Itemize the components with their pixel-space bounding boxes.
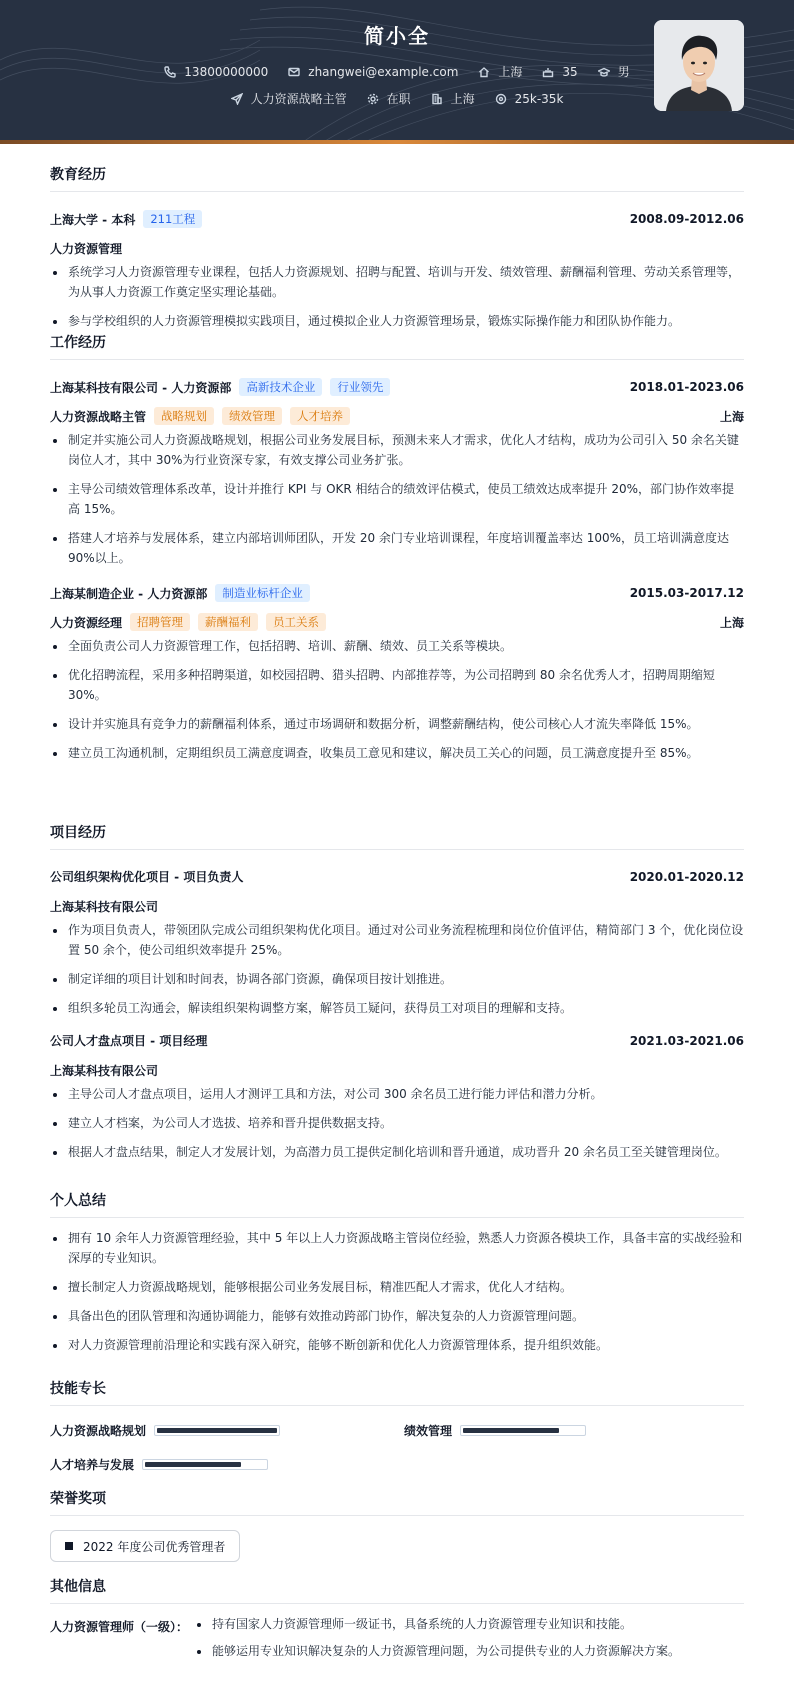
send-icon (231, 93, 243, 105)
job-target-text: 人力资源战略主管 (250, 92, 347, 106)
job-position-row (50, 407, 744, 425)
company-tag: 行业领先 (330, 378, 390, 396)
skill-name: 人力资源战略规划 (50, 1424, 147, 1438)
job-entry-head (50, 584, 744, 602)
skills-section (50, 1378, 744, 1472)
other-section (50, 1576, 744, 1658)
school-tag: 211工程 (143, 210, 202, 228)
position-title: 人力资源战略主管 (50, 409, 147, 424)
age-item (542, 65, 577, 79)
job-city: 上海 (719, 615, 744, 630)
position-title: 人力资源经理 (50, 615, 123, 630)
list-item: 能够运用专业知识解决复杂的人力资源管理问题，为公司提供专业的人力资源解决方案。 (194, 1641, 744, 1661)
email-text: zhangwei@example.com (308, 64, 459, 79)
list-item: 主导公司绩效管理体系改革，设计并推行 KPI 与 OKR 相结合的绩效评估模式，使员工绩效达成率提升 20%，部门协作效率提高 15%。 (50, 479, 744, 519)
list-item: 主导公司人才盘点项目，运用人才测评工具和方法，对公司 300 余名员工进行能力评估和潜力分析。 (50, 1084, 744, 1104)
section-title: 项目经历 (50, 825, 106, 841)
coin-icon (495, 93, 507, 105)
list-item: 拥有 10 余年人力资源管理经验，其中 5 年以上人力资源战略主管岗位经验，熟悉人力资源各模块工作，具备丰富的实战经验和深厚的专业知识。 (50, 1228, 744, 1268)
cake-icon (542, 66, 554, 78)
job-target-item (231, 90, 347, 107)
list-item: 持有国家人力资源管理师一级证书，具备系统的人力资源管理专业知识和技能。 (194, 1614, 744, 1634)
section-divider (50, 1405, 744, 1406)
skill-item (404, 1422, 586, 1439)
header-accent-bar (0, 140, 794, 144)
project-bullets (50, 920, 744, 1027)
age-text: 35 (562, 64, 578, 79)
target-city-text: 上海 (450, 92, 475, 106)
gender-item (598, 63, 630, 80)
job-bullets (50, 636, 744, 772)
phone-icon (164, 66, 176, 78)
section-divider (50, 1217, 744, 1218)
list-item: 设计并实施具有竞争力的薪酬福利体系，通过市场调研和数据分析，调整薪酬结构，使公司核心人才流失率降低 15%。 (50, 714, 744, 734)
skill-level-fill (145, 1462, 241, 1467)
certificate-label: 人力资源管理师（一级）： (50, 1620, 189, 1634)
section-title: 荣誉奖项 (50, 1491, 106, 1507)
project-entry-head (50, 868, 744, 885)
section-title: 个人总结 (50, 1193, 106, 1209)
location-item (478, 63, 522, 80)
company-tag: 制造业标杆企业 (215, 584, 310, 602)
skill-tag: 员工关系 (266, 613, 326, 631)
skill-level-bar (154, 1425, 280, 1436)
list-item: 制定并实施公司人力资源战略规划，根据公司业务发展目标，预测未来人才需求，优化人才结构，成功为公司引入 50 余名关键岗位人才，其中 30%为行业资深专家，有效支撑公司业务扩张。 (50, 430, 744, 470)
avatar (654, 20, 744, 111)
skill-tag: 绩效管理 (222, 407, 282, 425)
mail-icon (288, 66, 300, 78)
skill-name: 绩效管理 (404, 1424, 453, 1438)
job-bullets (50, 430, 744, 577)
skill-tag: 人才培养 (290, 407, 350, 425)
position-with-skills (50, 407, 350, 425)
section-title: 工作经历 (50, 335, 106, 351)
skill-tag: 招聘管理 (130, 613, 190, 631)
project-section (50, 822, 744, 1159)
position-with-skills (50, 613, 326, 631)
list-item: 具备出色的团队管理和沟通协调能力，能够有效推动跨部门协作，解决复杂的人力资源管理问题。 (50, 1306, 744, 1326)
job-date: 2015.03-2017.12 (629, 586, 744, 600)
candidate-name: 简小全 (364, 24, 430, 48)
job-city: 上海 (719, 409, 744, 424)
list-item: 对人力资源管理前沿理论和实践有深入研究，能够不断创新和优化人力资源管理体系，提升组织效能。 (50, 1335, 744, 1355)
summary-bullets (50, 1228, 744, 1364)
list-item: 制定详细的项目计划和时间表，协调各部门资源，确保项目按计划推进。 (50, 969, 744, 989)
awards-section (50, 1488, 744, 1554)
home-icon (478, 66, 490, 78)
list-item: 擅长制定人力资源战略规划，能够根据公司业务发展目标，精准匹配人才需求，优化人才结构。 (50, 1277, 744, 1297)
job-position-row (50, 613, 744, 631)
list-item: 组织多轮员工沟通会，解读组织架构调整方案，解答员工疑问，获得员工对项目的理解和支持。 (50, 998, 744, 1018)
skill-item (50, 1422, 280, 1439)
settings-icon (367, 93, 379, 105)
section-title: 技能专长 (50, 1381, 106, 1397)
skill-level-bar (460, 1425, 586, 1436)
job-date: 2018.01-2023.06 (629, 380, 744, 394)
project-company (50, 1062, 744, 1079)
job-company-row (50, 378, 390, 396)
education-school-row (50, 210, 202, 228)
company-name: 上海某科技有限公司 - 人力资源部 (50, 380, 232, 395)
phone-text: 13800000000 (184, 64, 269, 79)
project-company (50, 898, 744, 915)
project-company-text: 上海某科技有限公司 (50, 1064, 159, 1078)
education-date: 2008.09-2012.06 (629, 212, 744, 226)
job-entry-head (50, 378, 744, 396)
project-name: 公司组织架构优化项目 - 项目负责人 (50, 870, 244, 884)
list-item: 根据人才盘点结果，制定人才发展计划，为高潜力员工提供定制化培训和晋升通道，成功晋升 20 余名员工至关键管理岗位。 (50, 1142, 744, 1162)
certificate-bullets (194, 1614, 744, 1668)
target-city-item (431, 90, 475, 107)
project-entry-head (50, 1032, 744, 1049)
project-date: 2021.03-2021.06 (629, 1033, 744, 1048)
resume-header (0, 0, 794, 144)
skill-level-fill (157, 1428, 277, 1433)
status-text: 在职 (386, 92, 411, 106)
project-bullets (50, 1084, 744, 1171)
section-divider (50, 849, 744, 850)
school-name: 上海大学 - 本科 (50, 212, 136, 227)
summary-section (50, 1190, 744, 1352)
salary-text: 25k-35k (514, 91, 564, 106)
email-item (288, 65, 458, 79)
section-title: 教育经历 (50, 167, 106, 183)
section-divider (50, 1603, 744, 1604)
job-company-row (50, 584, 310, 602)
skill-tag: 薪酬福利 (198, 613, 258, 631)
skill-item (50, 1456, 268, 1473)
location-text: 上海 (498, 65, 523, 79)
list-item: 搭建人才培养与发展体系，建立内部培训师团队，开发 20 余门专业培训课程，年度培训覆盖率达 100%，员工培训满意度达 90%以上。 (50, 528, 744, 568)
project-name: 公司人才盘点项目 - 项目经理 (50, 1034, 208, 1048)
education-bullets (50, 262, 744, 340)
list-item: 系统学习人力资源管理专业课程，包括人力资源规划、招聘与配置、培训与开发、绩效管理、薪酬福利管理、劳动关系管理等，为从事人力资源工作奠定坚实理论基础。 (50, 262, 744, 302)
award-text: 2022 年度公司优秀管理者 (83, 1539, 226, 1554)
skill-tag: 战略规划 (154, 407, 214, 425)
section-title: 其他信息 (50, 1579, 106, 1595)
building-icon (431, 93, 443, 105)
major-text: 人力资源管理 (50, 242, 123, 256)
list-item: 全面负责公司人力资源管理工作，包括招聘、培训、薪酬、绩效、员工关系等模块。 (50, 636, 744, 656)
list-item: 参与学校组织的人力资源管理模拟实践项目，通过模拟企业人力资源管理场景，锻炼实际操作能力和团队协作能力。 (50, 311, 744, 331)
skill-level-bar (142, 1459, 268, 1470)
gender-text: 男 (617, 65, 630, 79)
project-company-text: 上海某科技有限公司 (50, 900, 159, 914)
list-item: 建立人才档案，为公司人才选拔、培养和晋升提供数据支持。 (50, 1113, 744, 1133)
work-section (50, 332, 744, 760)
award-item (50, 1530, 240, 1562)
graduation-cap-icon (598, 66, 610, 78)
education-section (50, 164, 744, 328)
salary-item (495, 92, 564, 106)
section-divider (50, 1515, 744, 1516)
education-major (50, 240, 744, 257)
list-item: 建立员工沟通机制，定期组织员工满意度调查，收集员工意见和建议，解决员工关心的问题，员工满意度提升至 85%。 (50, 743, 744, 763)
phone-item (164, 65, 268, 79)
list-item: 优化招聘流程，采用多种招聘渠道，如校园招聘、猎头招聘、内部推荐等，为公司招聘到 80 余名优秀人才，招聘周期缩短 30%。 (50, 665, 744, 705)
section-divider (50, 359, 744, 360)
avatar-portrait (654, 20, 744, 111)
project-date: 2020.01-2020.12 (629, 869, 744, 884)
section-divider (50, 191, 744, 192)
skill-level-fill (463, 1428, 559, 1433)
award-marker-icon (65, 1542, 73, 1550)
education-entry-head (50, 210, 744, 228)
skill-name: 人才培养与发展 (50, 1458, 135, 1472)
list-item: 作为项目负责人，带领团队完成公司组织架构优化项目。通过对公司业务流程梳理和岗位价值评估，精简部门 3 个，优化岗位设置 50 余个，使公司组织效率提升 25%。 (50, 920, 744, 960)
company-name: 上海某制造企业 - 人力资源部 (50, 586, 208, 601)
status-item (367, 90, 411, 107)
company-tag: 高新技术企业 (239, 378, 322, 396)
